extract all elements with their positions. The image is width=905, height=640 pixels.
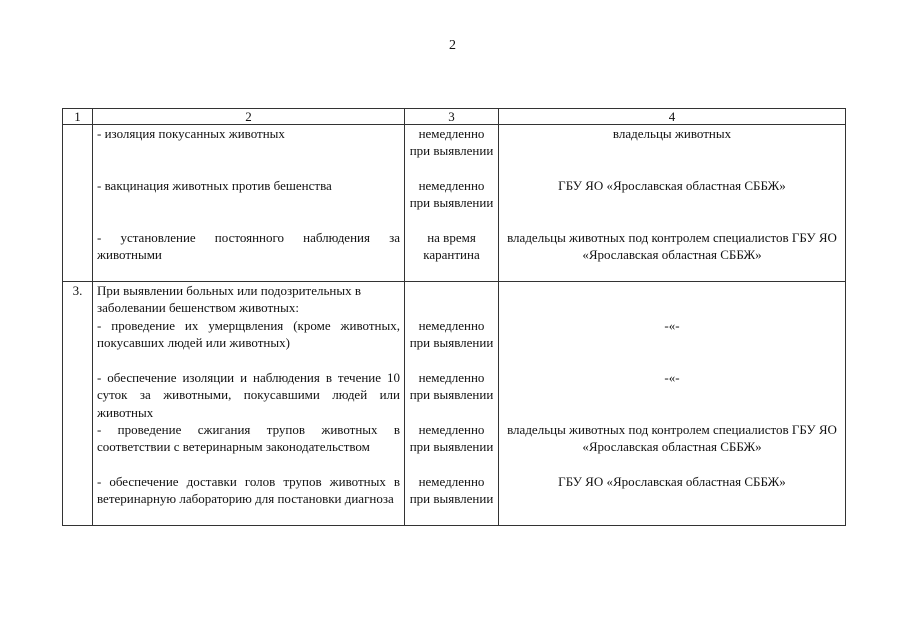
row-number: 3. — [63, 282, 93, 526]
measure-item: - проведение их умерщвления (кроме животных, покусавших людей или животных) — [97, 318, 400, 351]
timing-item: немедленно при выявлении — [409, 318, 494, 351]
timing-item: немедленно при выявлении — [409, 126, 494, 159]
measure-item: - обеспечение доставки голов трупов животных в ветеринарную лабораторию для постановки диагноза — [97, 474, 400, 507]
responsible-item: владельцы животных под контролем специалистов ГБУ ЯО «Ярославская областная СББЖ» — [507, 230, 837, 263]
measures-cell — [93, 282, 405, 526]
table-row — [63, 125, 846, 282]
header-col-2: 2 — [93, 109, 405, 125]
row-number — [63, 125, 93, 282]
timing-item: немедленно при выявлении — [409, 474, 494, 507]
timing-item: немедленно при выявлении — [409, 178, 494, 211]
timing-cell — [405, 125, 499, 282]
responsible-item: владельцы животных под контролем специалистов ГБУ ЯО «Ярославская областная СББЖ» — [507, 422, 837, 455]
measure-item: - вакцинация животных против бешенства — [97, 178, 332, 193]
responsible-cell — [499, 125, 846, 282]
responsible-cell — [499, 282, 846, 526]
responsible-item: -«- — [664, 318, 680, 333]
responsible-item: ГБУ ЯО «Ярославская областная СББЖ» — [558, 474, 786, 489]
measure-item: - обеспечение изоляции и наблюдения в течение 10 суток за животными, покусавшими людей или животных — [97, 370, 400, 420]
timing-cell — [405, 282, 499, 526]
page-number: 2 — [449, 38, 456, 53]
timing-spacer — [409, 282, 494, 317]
measures-table — [62, 108, 846, 526]
responsible-item: -«- — [664, 370, 680, 385]
measure-item: - изоляция покусанных животных — [97, 126, 285, 141]
timing-item: на время карантина — [423, 230, 480, 263]
measures-cell — [93, 125, 405, 282]
measure-item: - установление постоянного наблюдения за животными — [97, 230, 400, 263]
timing-item: немедленно при выявлении — [409, 422, 494, 455]
header-col-1: 1 — [63, 109, 93, 125]
responsible-item: владельцы животных — [612, 126, 732, 141]
table-header-row — [63, 109, 846, 125]
measures-intro: При выявлении больных или подозрительных в заболевании бешенством животных: — [97, 283, 361, 316]
responsible-item: ГБУ ЯО «Ярославская областная СББЖ» — [558, 178, 786, 193]
table-row — [63, 282, 846, 526]
header-col-4: 4 — [499, 109, 846, 125]
timing-item: немедленно при выявлении — [409, 370, 494, 403]
header-col-3: 3 — [405, 109, 499, 125]
responsible-spacer — [503, 282, 841, 317]
measure-item: - проведение сжигания трупов животных в соответствии с ветеринарным законодательством — [97, 422, 400, 455]
